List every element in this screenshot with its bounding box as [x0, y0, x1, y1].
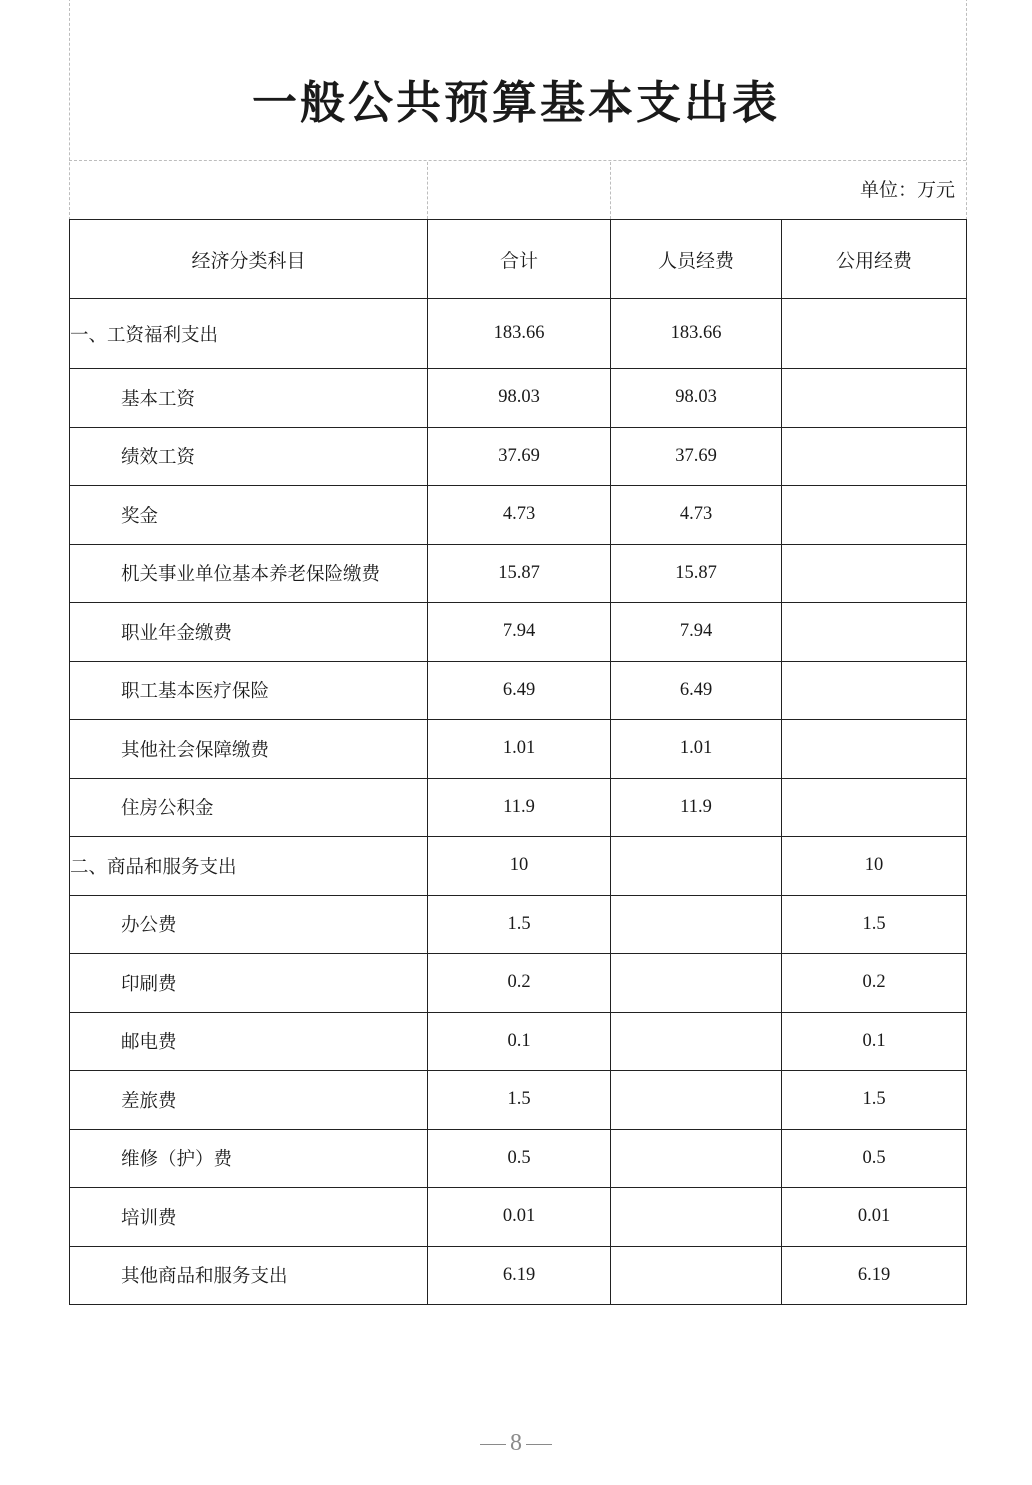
- row-personnel: 7.94: [611, 603, 782, 662]
- page-dash-right: [526, 1444, 552, 1445]
- table-header-row: [70, 220, 967, 299]
- page-number: [0, 1430, 1032, 1457]
- row-public: 0.1: [782, 1012, 967, 1071]
- row-public: [782, 427, 967, 486]
- header-public: 公用经费: [782, 220, 967, 299]
- row-label: 培训费: [70, 1188, 428, 1247]
- row-public: [782, 544, 967, 603]
- row-label: 邮电费: [70, 1012, 428, 1071]
- row-personnel: [611, 1012, 782, 1071]
- row-public: 0.5: [782, 1129, 967, 1188]
- row-public: 0.01: [782, 1188, 967, 1247]
- row-personnel: [611, 1246, 782, 1305]
- table-row: [70, 486, 967, 545]
- row-total: 15.87: [428, 544, 611, 603]
- row-total: 0.1: [428, 1012, 611, 1071]
- row-personnel: [611, 1071, 782, 1130]
- row-total: 37.69: [428, 427, 611, 486]
- row-personnel: 183.66: [611, 299, 782, 369]
- row-total: 98.03: [428, 369, 611, 428]
- row-public: 0.2: [782, 954, 967, 1013]
- row-public: [782, 720, 967, 779]
- table-row: [70, 427, 967, 486]
- row-label: 奖金: [70, 486, 428, 545]
- row-label: 维修（护）费: [70, 1129, 428, 1188]
- row-public: 6.19: [782, 1246, 967, 1305]
- row-total: 1.01: [428, 720, 611, 779]
- row-total: 6.49: [428, 661, 611, 720]
- unit-label: 单位：万元: [859, 179, 955, 201]
- row-personnel: 98.03: [611, 369, 782, 428]
- row-total: 11.9: [428, 778, 611, 837]
- row-total: 10: [428, 837, 611, 896]
- row-personnel: [611, 895, 782, 954]
- row-label: 其他社会保障缴费: [70, 720, 428, 779]
- table-row: [70, 1071, 967, 1130]
- row-total: 1.5: [428, 895, 611, 954]
- row-label: 差旅费: [70, 1071, 428, 1130]
- header-column-divider: [427, 162, 428, 219]
- header-divider: [69, 160, 966, 161]
- row-personnel: [611, 954, 782, 1013]
- row-personnel: 15.87: [611, 544, 782, 603]
- row-public: [782, 603, 967, 662]
- row-label: 职工基本医疗保险: [70, 661, 428, 720]
- table-row: [70, 1012, 967, 1071]
- row-total: 0.01: [428, 1188, 611, 1247]
- row-label: 办公费: [70, 895, 428, 954]
- row-total: 0.5: [428, 1129, 611, 1188]
- table-row: [70, 954, 967, 1013]
- table-row: [70, 603, 967, 662]
- row-personnel: 11.9: [611, 778, 782, 837]
- row-label: 其他商品和服务支出: [70, 1246, 428, 1305]
- header-column-divider: [610, 162, 611, 219]
- row-public: [782, 661, 967, 720]
- header-total: 合计: [428, 220, 611, 299]
- row-personnel: 4.73: [611, 486, 782, 545]
- row-public: 10: [782, 837, 967, 896]
- page-dash-left: [480, 1444, 506, 1445]
- row-total: 1.5: [428, 1071, 611, 1130]
- row-label: 绩效工资: [70, 427, 428, 486]
- table-row: [70, 1129, 967, 1188]
- row-label: 住房公积金: [70, 778, 428, 837]
- row-total: 4.73: [428, 486, 611, 545]
- table-row: [70, 778, 967, 837]
- row-label: 二、商品和服务支出: [70, 837, 428, 896]
- table-body: [70, 299, 967, 1305]
- row-personnel: 37.69: [611, 427, 782, 486]
- row-total: 0.2: [428, 954, 611, 1013]
- page-number-value: 8: [510, 1430, 522, 1456]
- row-total: 6.19: [428, 1246, 611, 1305]
- row-personnel: [611, 1188, 782, 1247]
- table-row: [70, 544, 967, 603]
- row-personnel: 1.01: [611, 720, 782, 779]
- page-title: 一般公共预算基本支出表: [251, 76, 780, 129]
- row-label: 职业年金缴费: [70, 603, 428, 662]
- table-row: [70, 1188, 967, 1247]
- header-personnel: 人员经费: [611, 220, 782, 299]
- row-total: 183.66: [428, 299, 611, 369]
- row-total: 7.94: [428, 603, 611, 662]
- table-row: [70, 837, 967, 896]
- header-category: 经济分类科目: [70, 220, 428, 299]
- table-row: [70, 661, 967, 720]
- row-public: [782, 299, 967, 369]
- table-row: [70, 299, 967, 369]
- row-label: 一、工资福利支出: [70, 299, 428, 369]
- row-label: 印刷费: [70, 954, 428, 1013]
- row-public: [782, 369, 967, 428]
- row-personnel: [611, 837, 782, 896]
- table-row: [70, 895, 967, 954]
- row-public: [782, 486, 967, 545]
- row-label: 基本工资: [70, 369, 428, 428]
- row-personnel: 6.49: [611, 661, 782, 720]
- row-personnel: [611, 1129, 782, 1188]
- row-public: 1.5: [782, 1071, 967, 1130]
- row-public: 1.5: [782, 895, 967, 954]
- table-row: [70, 1246, 967, 1305]
- table-row: [70, 369, 967, 428]
- row-label: 机关事业单位基本养老保险缴费: [70, 544, 428, 603]
- table-row: [70, 720, 967, 779]
- row-public: [782, 778, 967, 837]
- budget-table: [69, 219, 967, 1305]
